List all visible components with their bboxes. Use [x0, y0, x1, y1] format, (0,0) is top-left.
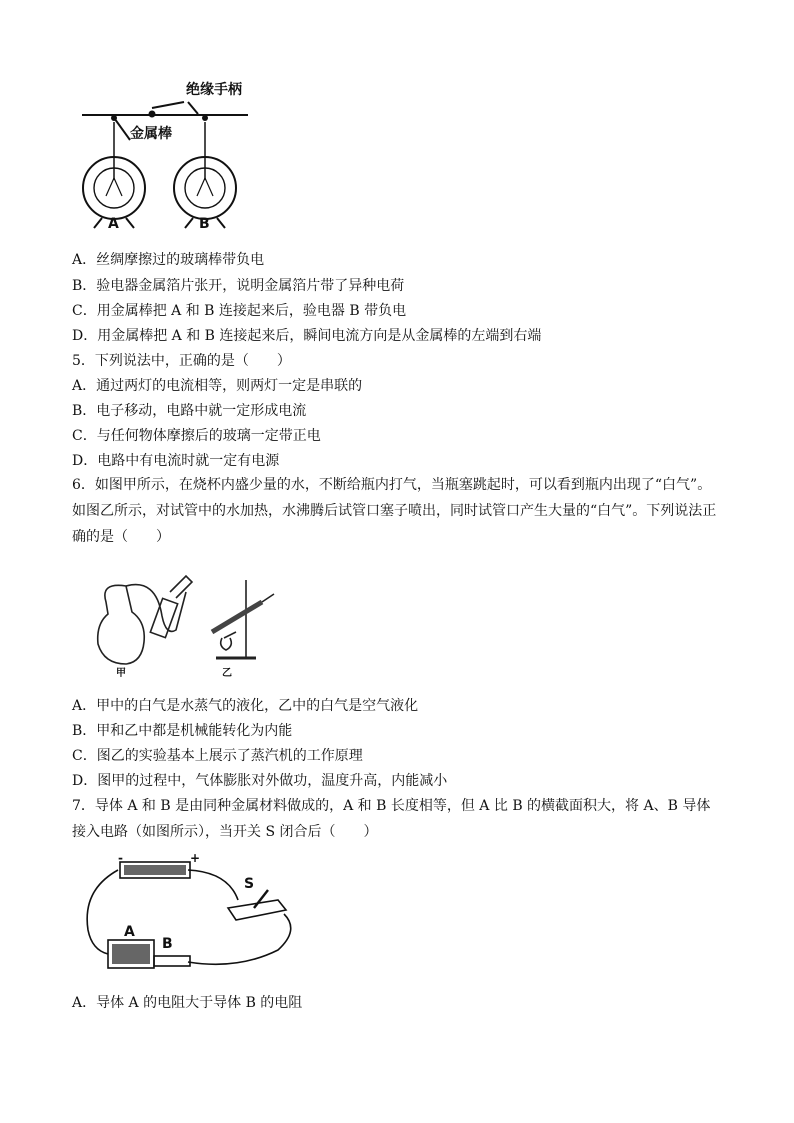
q4-option-c: C．用金属棒把 A 和 B 连接起来后，验电器 B 带负电	[72, 303, 407, 319]
battery-plus-label: +	[190, 851, 201, 865]
q7-stem: 7．导体 A 和 B 是由同种金属材料做成的，A 和 B 长度相等，但 A 比 B 的横截面积大，将 A、B 导体接入电路（如图所示），当开关 S 闭合后（ ）	[72, 798, 711, 840]
electroscope-a-label: A	[108, 216, 119, 232]
q6-stem: 6．如图甲所示，在烧杯内盛少量的水，不断给瓶内打气，当瓶塞跳起时，可以看到瓶内出现了“白气”。如图乙所示，对试管中的水加热，水沸腾后试管口塞子喷出，同时试管口产生大量的“白气”。下列说法正确的是（ ）	[72, 477, 717, 545]
figure-jia-label: 甲	[116, 668, 126, 679]
q5-stem: 5．下列说法中，正确的是（ ）	[72, 353, 291, 369]
q5-option-d: D．电路中有电流时就一定有电源	[72, 453, 280, 469]
q6-option-d: D．图甲的过程中，气体膨胀对外做功，温度升高，内能减小	[72, 773, 448, 789]
switch-label-s: S	[244, 876, 255, 892]
circuit-figure	[78, 850, 298, 980]
metal-rod-label: 金属棒	[130, 126, 172, 142]
q6-option-c: C．图乙的实验基本上展示了蒸汽机的工作原理	[72, 748, 363, 764]
electroscope-figure	[72, 78, 292, 236]
q6-option-a: A．甲中的白气是水蒸气的液化，乙中的白气是空气液化	[72, 698, 419, 714]
q4-option-b: B．验电器金属箔片张开，说明金属箔片带了异种电荷	[72, 278, 405, 294]
circuit-label-a: A	[124, 924, 135, 940]
insulating-handle-label: 绝缘手柄	[186, 82, 242, 98]
circuit-drawing	[78, 850, 298, 980]
q4-option-a: A．丝绸摩擦过的玻璃棒带负电	[72, 252, 265, 268]
electroscope-drawing	[72, 78, 292, 236]
circuit-label-b: B	[162, 936, 173, 952]
q5-option-b: B．电子移动，电路中就一定形成电流	[72, 403, 307, 419]
q5-option-a: A．通过两灯的电流相等，则两灯一定是串联的	[72, 378, 363, 394]
battery-minus-label: -	[118, 851, 123, 865]
q5-option-c: C．与任何物体摩擦后的玻璃一定带正电	[72, 428, 321, 444]
q4-option-d: D．用金属棒把 A 和 B 连接起来后，瞬间电流方向是从金属棒的左端到右端	[72, 328, 542, 344]
q7-option-a: A．导体 A 的电阻大于导体 B 的电阻	[72, 995, 303, 1011]
electroscope-b-label: B	[199, 216, 210, 232]
q6-option-b: B．甲和乙中都是机械能转化为内能	[72, 723, 293, 739]
figure-yi-label: 乙	[222, 668, 232, 679]
steam-experiment-figure	[86, 572, 286, 684]
